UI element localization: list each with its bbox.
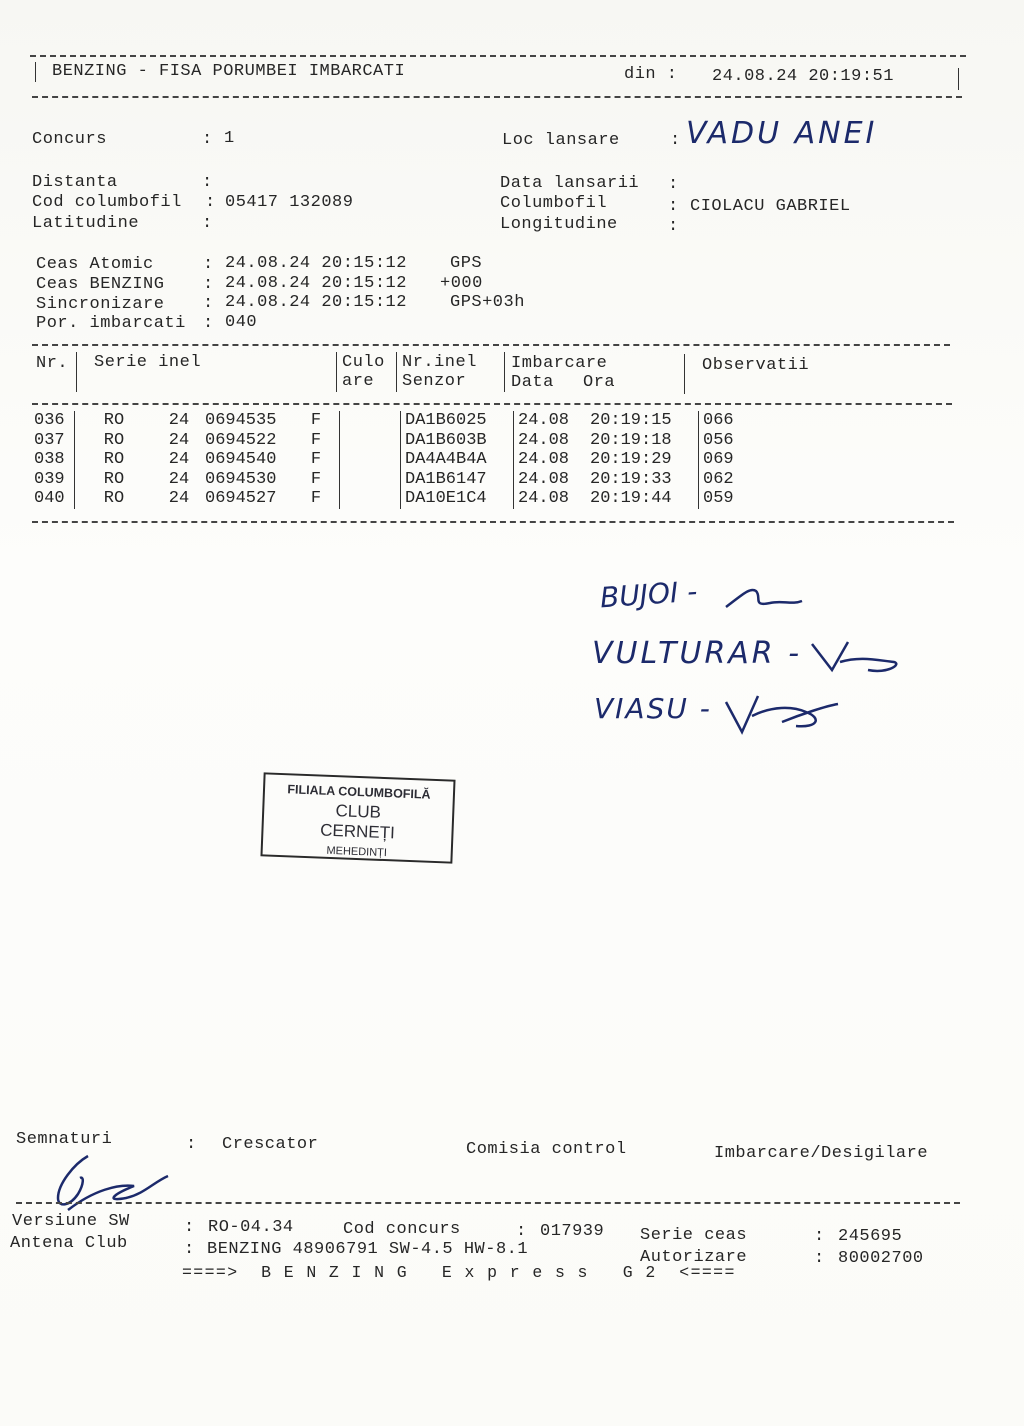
table-header-rule bbox=[32, 403, 952, 405]
table-row bbox=[32, 411, 763, 431]
loc-lansare-handwritten: VADU ANEI bbox=[686, 116, 878, 151]
cell-tara: RO bbox=[103, 411, 125, 430]
distanta-label: Distanta bbox=[32, 173, 118, 192]
cell-an: 24 bbox=[168, 411, 190, 430]
autorizare-label: Autorizare bbox=[640, 1248, 748, 1267]
ceas-benzing-colon: : bbox=[203, 275, 214, 294]
stamp-line-4: MEHEDINȚI bbox=[326, 844, 388, 860]
cell-senzor: DA1B6025 bbox=[401, 411, 514, 431]
col-divider bbox=[76, 352, 77, 392]
din-value: 24.08.24 20:19:51 bbox=[712, 67, 894, 86]
cell-observatii: 062 bbox=[703, 469, 734, 489]
cell-an: 24 bbox=[168, 430, 190, 450]
cell-ora: 20:19:44 bbox=[590, 489, 699, 509]
cell-nr: 039 bbox=[32, 470, 75, 490]
col-divider bbox=[336, 352, 337, 392]
cell-data: 24.08 bbox=[518, 411, 570, 430]
din-label: din : bbox=[624, 65, 678, 84]
serie-ceas-value: 245695 bbox=[838, 1227, 903, 1246]
cell-observatii: 069 bbox=[703, 450, 734, 469]
concurs-value: 1 bbox=[224, 129, 235, 148]
stamp-line-1: FILIALA COLUMBOFILĂ bbox=[287, 782, 431, 802]
cell-observatii: 066 bbox=[703, 411, 734, 430]
distanta-colon: : bbox=[202, 173, 213, 192]
stamp-line-2: CLUB bbox=[335, 801, 382, 822]
data-lansarii-label: Data lansarii bbox=[500, 174, 640, 193]
cell-data: 24.08 bbox=[518, 489, 570, 508]
serie-ceas-colon: : bbox=[814, 1227, 825, 1246]
data-lansarii-colon: : bbox=[668, 175, 679, 194]
cell-tara: RO bbox=[103, 430, 125, 450]
cell-culoare bbox=[340, 450, 401, 470]
col-header-imbarcare: Imbarcare bbox=[511, 354, 608, 373]
col-header-data: Data bbox=[511, 373, 554, 392]
latitudine-colon: : bbox=[202, 214, 213, 233]
semnaturi-label: Semnaturi bbox=[16, 1130, 113, 1149]
longitudine-colon: : bbox=[668, 217, 679, 236]
cod-concurs-label: Cod concurs bbox=[343, 1220, 461, 1239]
cell-nr: 036 bbox=[32, 411, 75, 431]
concurs-colon: : bbox=[202, 130, 213, 149]
cod-concurs-value: 017939 bbox=[540, 1222, 605, 1241]
antena-club-value: BENZING 48906791 SW-4.5 HW-8.1 bbox=[207, 1240, 529, 1259]
handwritten-line-1: BUJOI - bbox=[598, 574, 699, 615]
header-left-bar bbox=[35, 62, 36, 82]
cell-an: 24 bbox=[168, 450, 190, 469]
pigeons-table bbox=[32, 411, 763, 509]
crescator-label: Crescator bbox=[222, 1135, 319, 1154]
cell-inel: 0694530 bbox=[205, 469, 277, 489]
loc-lansare-label: Loc lansare bbox=[502, 131, 620, 150]
cell-inel: 0694527 bbox=[205, 489, 277, 508]
cell-an: 24 bbox=[168, 489, 190, 508]
ceas-benzing-suffix: +000 bbox=[440, 274, 483, 293]
signature-mark-1 bbox=[722, 585, 806, 615]
col-divider bbox=[684, 354, 685, 394]
cod-columbofil-colon: : bbox=[205, 193, 216, 212]
cell-ora: 20:19:15 bbox=[590, 411, 699, 431]
versiune-colon: : bbox=[184, 1218, 195, 1237]
cell-senzor: DA4A4B4A bbox=[401, 450, 514, 470]
footer-rule bbox=[16, 1202, 960, 1204]
cell-ora: 20:19:18 bbox=[590, 431, 699, 451]
cell-culoare bbox=[340, 470, 401, 490]
cell-culoare bbox=[340, 431, 401, 451]
por-imbarcati-colon: : bbox=[203, 314, 214, 333]
comisia-control-label: Comisia control bbox=[466, 1140, 627, 1159]
header-top-rule bbox=[30, 55, 966, 57]
cell-tara: RO bbox=[103, 469, 125, 489]
col-divider bbox=[396, 352, 397, 392]
antena-colon: : bbox=[184, 1240, 195, 1259]
cell-an: 24 bbox=[168, 469, 190, 489]
semnaturi-colon: : bbox=[186, 1135, 197, 1154]
antena-club-label: Antena Club bbox=[10, 1234, 128, 1253]
cod-columbofil-value: 05417 132089 bbox=[225, 193, 354, 212]
cell-sex: F bbox=[293, 470, 340, 490]
col-header-serie: Serie inel bbox=[94, 353, 202, 372]
por-imbarcati-value: 040 bbox=[225, 313, 258, 332]
club-stamp bbox=[260, 772, 455, 863]
header-bottom-rule bbox=[32, 96, 962, 98]
header-right-bar bbox=[958, 68, 959, 90]
cod-concurs-colon: : bbox=[516, 1222, 527, 1241]
autorizare-colon: : bbox=[814, 1249, 825, 1268]
cell-sex: F bbox=[293, 489, 340, 509]
cell-culoare bbox=[340, 489, 401, 509]
loc-lansare-colon: : bbox=[670, 131, 681, 150]
autorizare-value: 80002700 bbox=[838, 1249, 924, 1268]
col-header-culo: Culo bbox=[342, 353, 385, 372]
col-divider bbox=[504, 352, 505, 392]
columbofil-label: Columbofil bbox=[500, 194, 608, 213]
cell-ora: 20:19:29 bbox=[590, 450, 699, 470]
cell-data: 24.08 bbox=[518, 469, 570, 489]
col-header-nrinel: Nr.inel bbox=[402, 353, 477, 372]
table-bottom-rule bbox=[32, 521, 954, 523]
report-title: BENZING - FISA PORUMBEI IMBARCATI bbox=[52, 62, 406, 81]
table-top-rule bbox=[32, 344, 950, 346]
table-row bbox=[32, 470, 763, 490]
cell-nr: 037 bbox=[32, 431, 75, 451]
col-header-observatii: Observatii bbox=[702, 356, 810, 375]
concurs-label: Concurs bbox=[32, 130, 107, 149]
longitudine-label: Longitudine bbox=[500, 215, 618, 234]
cell-senzor: DA10E1C4 bbox=[401, 489, 514, 509]
signature-mark-3 bbox=[722, 692, 842, 740]
cell-senzor: DA1B6147 bbox=[401, 470, 514, 490]
stamp-line-3: CERNEȚI bbox=[319, 820, 396, 843]
handwritten-line-2: VULTURAR - bbox=[592, 636, 803, 671]
cell-sex: F bbox=[293, 431, 340, 451]
sincronizare-label: Sincronizare bbox=[36, 295, 165, 314]
versiune-sw-value: RO-04.34 bbox=[208, 1218, 294, 1237]
columbofil-value: CIOLACU GABRIEL bbox=[690, 197, 851, 216]
cell-observatii: 059 bbox=[703, 489, 734, 508]
col-header-senzor: Senzor bbox=[402, 372, 467, 391]
cell-culoare bbox=[340, 411, 401, 431]
ceas-atomic-value: 24.08.24 20:15:12 bbox=[225, 254, 407, 273]
col-header-nr: Nr. bbox=[36, 354, 69, 373]
cell-senzor: DA1B603B bbox=[401, 431, 514, 451]
cell-data: 24.08 bbox=[518, 430, 570, 450]
imbarcare-desigilare-label: Imbarcare/Desigilare bbox=[714, 1144, 929, 1163]
table-row bbox=[32, 450, 763, 470]
sincronizare-suffix: GPS+03h bbox=[450, 293, 525, 312]
cell-tara: RO bbox=[103, 489, 125, 508]
cod-columbofil-label: Cod columbofil bbox=[32, 193, 182, 212]
por-imbarcati-label: Por. imbarcati bbox=[36, 314, 186, 333]
signature-mark-2 bbox=[806, 636, 906, 680]
ceas-benzing-label: Ceas BENZING bbox=[36, 275, 165, 294]
sincronizare-colon: : bbox=[203, 294, 214, 313]
cell-nr: 038 bbox=[32, 450, 75, 470]
ceas-atomic-colon: : bbox=[203, 255, 214, 274]
cell-data: 24.08 bbox=[518, 450, 570, 469]
cell-tara: RO bbox=[103, 450, 125, 469]
sincronizare-value: 24.08.24 20:15:12 bbox=[225, 293, 407, 312]
handwritten-line-3: VIASU - bbox=[594, 692, 712, 725]
cell-inel: 0694540 bbox=[205, 450, 277, 469]
ceas-atomic-label: Ceas Atomic bbox=[36, 255, 154, 274]
cell-inel: 0694522 bbox=[205, 430, 277, 450]
ceas-benzing-value: 24.08.24 20:15:12 bbox=[225, 274, 407, 293]
versiune-sw-label: Versiune SW bbox=[12, 1212, 130, 1231]
cell-observatii: 056 bbox=[703, 430, 734, 450]
ceas-atomic-suffix: GPS bbox=[450, 254, 483, 273]
cell-sex: F bbox=[293, 450, 340, 470]
latitudine-label: Latitudine bbox=[32, 214, 140, 233]
table-row bbox=[32, 431, 763, 451]
serie-ceas-label: Serie ceas bbox=[640, 1226, 748, 1245]
table-row bbox=[32, 489, 763, 509]
columbofil-colon: : bbox=[668, 197, 679, 216]
cell-sex: F bbox=[293, 411, 340, 431]
benzing-express-banner: ====> B E N Z I N G E x p r e s s G 2 <==== bbox=[182, 1263, 736, 1282]
cell-nr: 040 bbox=[32, 489, 75, 509]
col-header-are: are bbox=[342, 372, 375, 391]
col-header-ora: Ora bbox=[583, 373, 616, 392]
cell-ora: 20:19:33 bbox=[590, 470, 699, 490]
cell-inel: 0694535 bbox=[205, 411, 277, 430]
